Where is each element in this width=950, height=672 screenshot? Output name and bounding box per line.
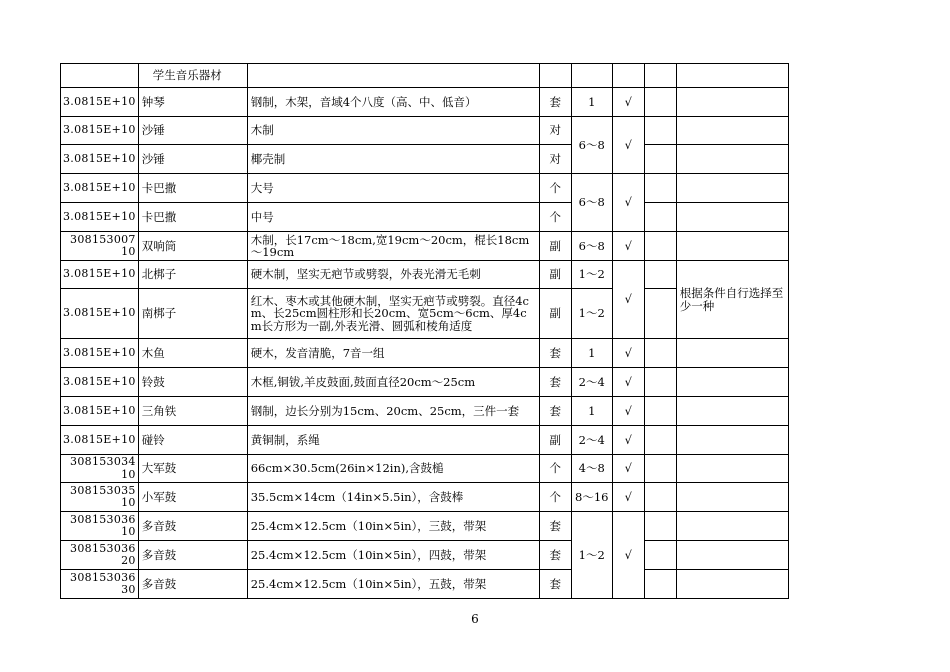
unit-cell: 个 xyxy=(539,483,571,512)
extra-cell xyxy=(644,339,676,368)
extra-cell xyxy=(644,455,676,483)
note-cell xyxy=(676,455,788,483)
check-cell: √ xyxy=(612,512,644,599)
desc-cell: 红木、枣木或其他硬木制，坚实无疤节或劈裂。直径4cm、长25cm圆柱形和长20cm、宽5cm～6cm、厚4cm长方形为一副,外表光滑、圆弧和棱角适度 xyxy=(247,289,539,339)
table-row xyxy=(61,570,789,599)
check-cell: √ xyxy=(612,117,644,174)
qty-cell: 1～2 xyxy=(571,512,612,599)
equipment-table xyxy=(60,63,789,599)
name-cell: 大军鼓 xyxy=(138,455,247,483)
code-cell: 3.0815E+10 xyxy=(61,289,139,339)
extra-cell xyxy=(644,541,676,570)
code-cell: 30815303510 xyxy=(61,483,139,512)
check-cell: √ xyxy=(612,483,644,512)
extra-cell xyxy=(644,145,676,174)
qty-cell xyxy=(571,64,612,88)
desc-cell: 大号 xyxy=(247,174,539,203)
unit-cell: 套 xyxy=(539,570,571,599)
note-cell xyxy=(676,483,788,512)
desc-cell: 66cm×30.5cm(26in×12in),含鼓槌 xyxy=(247,455,539,483)
code-cell: 3.0815E+10 xyxy=(61,397,139,426)
note-cell: 根据条件自行选择至少一种 xyxy=(676,261,788,339)
table-row xyxy=(61,455,789,483)
extra-cell xyxy=(644,368,676,397)
extra-cell xyxy=(644,174,676,203)
unit-cell: 副 xyxy=(539,289,571,339)
name-cell: 碰铃 xyxy=(138,426,247,455)
qty-cell: 1～2 xyxy=(571,289,612,339)
extra-cell xyxy=(644,117,676,145)
name-cell: 北梆子 xyxy=(138,261,247,289)
check-cell: √ xyxy=(612,261,644,339)
name-cell: 木鱼 xyxy=(138,339,247,368)
check-cell: √ xyxy=(612,88,644,117)
table-row xyxy=(61,145,789,174)
unit-cell: 对 xyxy=(539,117,571,145)
note-cell xyxy=(676,339,788,368)
table-row xyxy=(61,117,789,145)
table-row xyxy=(61,368,789,397)
note-cell xyxy=(676,64,788,88)
table-row xyxy=(61,203,789,232)
note-cell xyxy=(676,426,788,455)
desc-cell: 25.4cm×12.5cm（10in×5in），五鼓，带架 xyxy=(247,570,539,599)
unit-cell: 副 xyxy=(539,261,571,289)
name-cell: 沙锤 xyxy=(138,145,247,174)
table-row xyxy=(61,232,789,261)
code-cell: 3.0815E+10 xyxy=(61,145,139,174)
code-cell: 30815303410 xyxy=(61,455,139,483)
qty-cell: 2～4 xyxy=(571,368,612,397)
code-cell: 3.0815E+10 xyxy=(61,426,139,455)
unit-cell: 套 xyxy=(539,397,571,426)
qty-cell: 1 xyxy=(571,397,612,426)
code-cell: 3.0815E+10 xyxy=(61,174,139,203)
qty-cell: 1 xyxy=(571,339,612,368)
note-cell xyxy=(676,232,788,261)
unit-cell xyxy=(539,64,571,88)
name-cell: 南梆子 xyxy=(138,289,247,339)
check-cell: √ xyxy=(612,368,644,397)
extra-cell xyxy=(644,232,676,261)
unit-cell: 套 xyxy=(539,541,571,570)
unit-cell: 套 xyxy=(539,368,571,397)
desc-cell: 中号 xyxy=(247,203,539,232)
page-number: 6 xyxy=(471,612,479,626)
desc-cell: 钢制，木架，音域4个八度（高、中、低音） xyxy=(247,88,539,117)
extra-cell xyxy=(644,483,676,512)
desc-cell: 木框,铜钹,羊皮鼓面,鼓面直径20cm～25cm xyxy=(247,368,539,397)
desc-cell: 钢制，边长分别为15cm、20cm、25cm，三件一套 xyxy=(247,397,539,426)
qty-cell: 6～8 xyxy=(571,117,612,174)
unit-cell: 套 xyxy=(539,512,571,541)
table-row xyxy=(61,541,789,570)
note-cell xyxy=(676,88,788,117)
qty-cell: 1 xyxy=(571,88,612,117)
extra-cell xyxy=(644,203,676,232)
qty-cell: 8～16 xyxy=(571,483,612,512)
code-cell: 3.0815E+10 xyxy=(61,261,139,289)
note-cell xyxy=(676,368,788,397)
unit-cell: 个 xyxy=(539,455,571,483)
unit-cell: 个 xyxy=(539,203,571,232)
desc-cell: 硬木，发音清脆，7音一组 xyxy=(247,339,539,368)
code-cell xyxy=(61,64,139,88)
note-cell xyxy=(676,203,788,232)
extra-cell xyxy=(644,397,676,426)
check-cell: √ xyxy=(612,455,644,483)
unit-cell: 个 xyxy=(539,174,571,203)
name-cell: 钟琴 xyxy=(138,88,247,117)
code-cell: 30815303630 xyxy=(61,570,139,599)
unit-cell: 对 xyxy=(539,145,571,174)
name-cell: 铃鼓 xyxy=(138,368,247,397)
unit-cell: 副 xyxy=(539,232,571,261)
name-cell: 卡巴撒 xyxy=(138,203,247,232)
name-cell: 多音鼓 xyxy=(138,512,247,541)
code-cell: 3.0815E+10 xyxy=(61,203,139,232)
extra-cell xyxy=(644,64,676,88)
desc-cell: 黄铜制，系绳 xyxy=(247,426,539,455)
desc-cell: 椰壳制 xyxy=(247,145,539,174)
desc-cell xyxy=(247,64,539,88)
desc-cell: 25.4cm×12.5cm（10in×5in），三鼓，带架 xyxy=(247,512,539,541)
check-cell: √ xyxy=(612,339,644,368)
table-row xyxy=(61,339,789,368)
table-row xyxy=(61,426,789,455)
qty-cell: 4～8 xyxy=(571,455,612,483)
note-cell xyxy=(676,541,788,570)
note-cell xyxy=(676,145,788,174)
desc-cell: 木制，长17cm～18cm,宽19cm～20cm，棍长18cm～19cm xyxy=(247,232,539,261)
table-row xyxy=(61,174,789,203)
unit-cell: 副 xyxy=(539,426,571,455)
desc-cell: 硬木制，坚实无疤节或劈裂，外表光滑无毛刺 xyxy=(247,261,539,289)
note-cell xyxy=(676,397,788,426)
qty-cell: 6～8 xyxy=(571,232,612,261)
equipment-table-container xyxy=(60,63,789,599)
check-cell: √ xyxy=(612,426,644,455)
note-cell xyxy=(676,512,788,541)
category-cell: 学生音乐器材 xyxy=(138,64,247,88)
name-cell: 多音鼓 xyxy=(138,570,247,599)
extra-cell xyxy=(644,512,676,541)
code-cell: 30815303610 xyxy=(61,512,139,541)
table-row xyxy=(61,512,789,541)
check-cell: √ xyxy=(612,397,644,426)
desc-cell: 木制 xyxy=(247,117,539,145)
unit-cell: 套 xyxy=(539,88,571,117)
table-row xyxy=(61,261,789,289)
code-cell: 30815300710 xyxy=(61,232,139,261)
note-cell xyxy=(676,570,788,599)
table-row xyxy=(61,88,789,117)
code-cell: 30815303620 xyxy=(61,541,139,570)
desc-cell: 25.4cm×12.5cm（10in×5in），四鼓，带架 xyxy=(247,541,539,570)
name-cell: 三角铁 xyxy=(138,397,247,426)
extra-cell xyxy=(644,570,676,599)
desc-cell: 35.5cm×14cm（14in×5.5in），含鼓棒 xyxy=(247,483,539,512)
table-row xyxy=(61,483,789,512)
name-cell: 卡巴撒 xyxy=(138,174,247,203)
extra-cell xyxy=(644,261,676,289)
qty-cell: 2～4 xyxy=(571,426,612,455)
extra-cell xyxy=(644,426,676,455)
name-cell: 小军鼓 xyxy=(138,483,247,512)
code-cell: 3.0815E+10 xyxy=(61,88,139,117)
code-cell: 3.0815E+10 xyxy=(61,339,139,368)
table-row xyxy=(61,397,789,426)
code-cell: 3.0815E+10 xyxy=(61,368,139,397)
name-cell: 多音鼓 xyxy=(138,541,247,570)
check-cell: √ xyxy=(612,232,644,261)
qty-cell: 6～8 xyxy=(571,174,612,232)
check-cell: √ xyxy=(612,174,644,232)
extra-cell xyxy=(644,289,676,339)
extra-cell xyxy=(644,88,676,117)
unit-cell: 套 xyxy=(539,339,571,368)
table-row xyxy=(61,64,789,88)
name-cell: 双响筒 xyxy=(138,232,247,261)
code-cell: 3.0815E+10 xyxy=(61,117,139,145)
check-cell xyxy=(612,64,644,88)
note-cell xyxy=(676,117,788,145)
qty-cell: 1～2 xyxy=(571,261,612,289)
note-cell xyxy=(676,174,788,203)
name-cell: 沙锤 xyxy=(138,117,247,145)
